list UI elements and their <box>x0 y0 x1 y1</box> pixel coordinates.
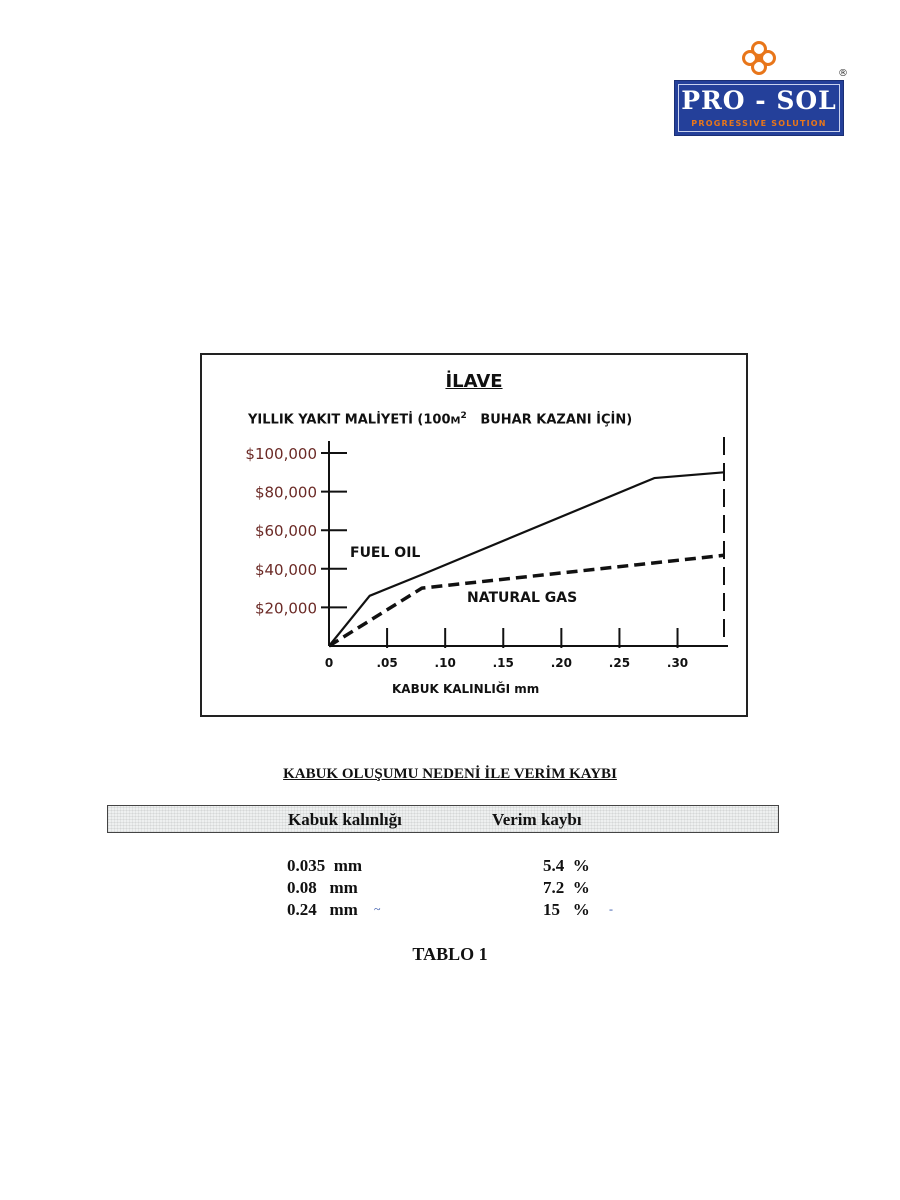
y-tick-label-1: $40,000 <box>254 560 317 579</box>
table-row <box>0 900 900 922</box>
x-tick-label-2: .10 <box>434 656 456 670</box>
loss-cell: 15 % <box>543 900 590 919</box>
table-row <box>0 856 900 878</box>
table-heading: KABUK OLUŞUMU NEDENİ İLE VERİM KAYBI <box>283 766 617 782</box>
loss-cell: 5.4 % <box>543 856 590 875</box>
y-tick-label-3: $80,000 <box>254 483 317 502</box>
y-tick-label-2: $60,000 <box>254 522 317 541</box>
pen-mark-icon: ~ <box>374 902 381 916</box>
chart-title: İLAVE <box>445 371 503 392</box>
column-header-thickness: Kabuk kalınlığı <box>288 810 402 829</box>
flower-logo-icon <box>741 40 777 76</box>
x-axis-label: KABUK KALINLIĞI mm <box>392 682 540 696</box>
table-header <box>107 805 779 833</box>
chart-frame <box>200 353 748 717</box>
registered-mark: ® <box>838 68 848 79</box>
logo-box <box>674 80 844 136</box>
table-caption: TABLO 1 <box>412 944 488 964</box>
subtitle-unit: M <box>450 415 461 427</box>
x-tick-label-3: .15 <box>492 656 514 670</box>
y-tick-label-0: $20,000 <box>254 599 317 618</box>
fuel-cost-chart <box>202 355 746 715</box>
prosol-logo <box>674 40 846 138</box>
subtitle-prefix: YILLIK YAKIT MALİYETİ (100 <box>248 412 451 428</box>
series-label-fuel-oil: FUEL OIL <box>350 545 421 561</box>
y-tick-label-4: $100,000 <box>245 445 317 463</box>
x-tick-label-1: .05 <box>376 656 398 670</box>
column-header-loss: Verim kaybı <box>492 810 582 829</box>
x-tick-label-5: .25 <box>608 656 631 670</box>
logo-brand-text: PRO - SOL <box>681 86 837 115</box>
pen-mark-icon: - <box>609 902 613 916</box>
logo-tagline: PROGRESSIVE SOLUTION <box>691 119 827 128</box>
table-row <box>0 878 900 900</box>
subtitle-superscript: 2 <box>460 411 467 421</box>
thickness-cell: 0.08 mm <box>287 878 358 897</box>
x-tick-label-0: 0 <box>324 656 334 670</box>
x-tick-label-6: .30 <box>666 656 689 670</box>
thickness-cell: 0.035 mm <box>287 856 363 875</box>
subtitle-suffix: BUHAR KAZANI İÇİN) <box>480 412 633 428</box>
thickness-cell: 0.24 mm <box>287 900 358 919</box>
x-tick-label-4: .20 <box>550 656 572 670</box>
loss-cell: 7.2 % <box>543 878 590 897</box>
series-label-natural-gas: NATURAL GAS <box>467 590 578 606</box>
